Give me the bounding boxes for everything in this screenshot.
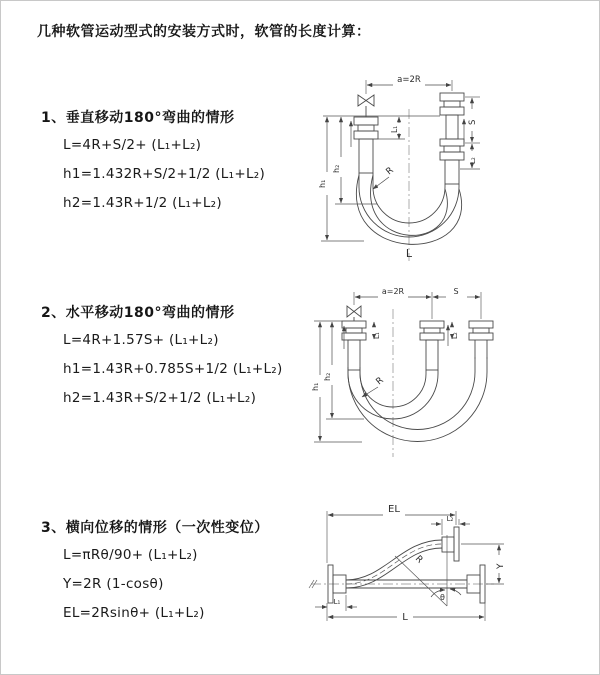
- length-label: L: [405, 247, 413, 260]
- diagram-horizontal-180: [304, 279, 594, 464]
- right-pipe-fitting: [469, 321, 493, 359]
- section-3-formula-el: EL=2Rsinθ+ (L₁+L₂): [63, 605, 205, 621]
- dim-label-l2: L₂: [451, 332, 459, 339]
- dim-label-a2r: a=2R: [381, 287, 405, 296]
- radius-label: R: [374, 375, 386, 388]
- section-3-heading: 3、横向位移的情形（一次性变位）: [41, 520, 269, 536]
- length-label: L: [402, 612, 408, 623]
- dim-label-h1: h₁: [318, 179, 327, 188]
- angle-label: θ: [440, 593, 445, 602]
- dim-label-y: Y: [496, 563, 506, 569]
- dim-label-s: S: [453, 287, 459, 296]
- radius-label: R: [384, 165, 396, 178]
- dim-label-l1: L₁: [390, 125, 399, 133]
- valve-icon: [347, 306, 361, 321]
- section-1-formula-l: L=4R+S/2+ (L₁+L₂): [63, 137, 202, 153]
- left-pipe-fitting: [354, 117, 378, 173]
- section-2-heading: 2、水平移动180°弯曲的情形: [41, 305, 235, 321]
- middle-pipe-fitting: [420, 321, 444, 370]
- radius-label: R: [412, 554, 425, 566]
- left-pipe-fitting: [342, 321, 366, 370]
- section-3-formula-y: Y=2R (1-cosθ): [63, 576, 164, 592]
- document-title: 几种软管运动型式的安装方式时，软管的长度计算：: [37, 24, 371, 40]
- dim-label-l1: L₁: [373, 332, 381, 339]
- dim-label-a2r: a=2R: [397, 75, 421, 85]
- dim-label-el: EL: [388, 504, 400, 515]
- right-pipe-fitting: [440, 93, 464, 184]
- dim-label-h2: h₂: [332, 164, 341, 173]
- valve-icon: [358, 95, 374, 117]
- section-2-formula-l: L=4R+1.57S+ (L₁+L₂): [63, 332, 219, 348]
- diagram-lateral-displacement: [299, 499, 596, 656]
- section-1-heading: 1、垂直移动180°弯曲的情形: [41, 110, 235, 126]
- section-2-formula-h2: h2=1.43R+S/2+1/2 (L₁+L₂): [63, 390, 257, 406]
- section-2-formula-h1: h1=1.43R+0.785S+1/2 (L₁+L₂): [63, 361, 283, 377]
- dim-label-h2: h₂: [323, 372, 332, 381]
- dim-label-h1: h₁: [311, 382, 320, 391]
- section-3-formula-l: L=πRθ/90+ (L₁+L₂): [63, 547, 198, 563]
- diagram-vertical-180: [309, 69, 593, 267]
- dim-label-s: S: [468, 119, 478, 125]
- upper-right-flange: [442, 527, 459, 561]
- dim-label-l2: L₂: [446, 515, 454, 523]
- section-1-formula-h1: h1=1.432R+S/2+1/2 (L₁+L₂): [63, 166, 266, 182]
- dim-label-l2: L₂: [469, 157, 477, 164]
- section-1-formula-h2: h2=1.43R+1/2 (L₁+L₂): [63, 195, 222, 211]
- dim-label-l1: L₁: [333, 598, 341, 606]
